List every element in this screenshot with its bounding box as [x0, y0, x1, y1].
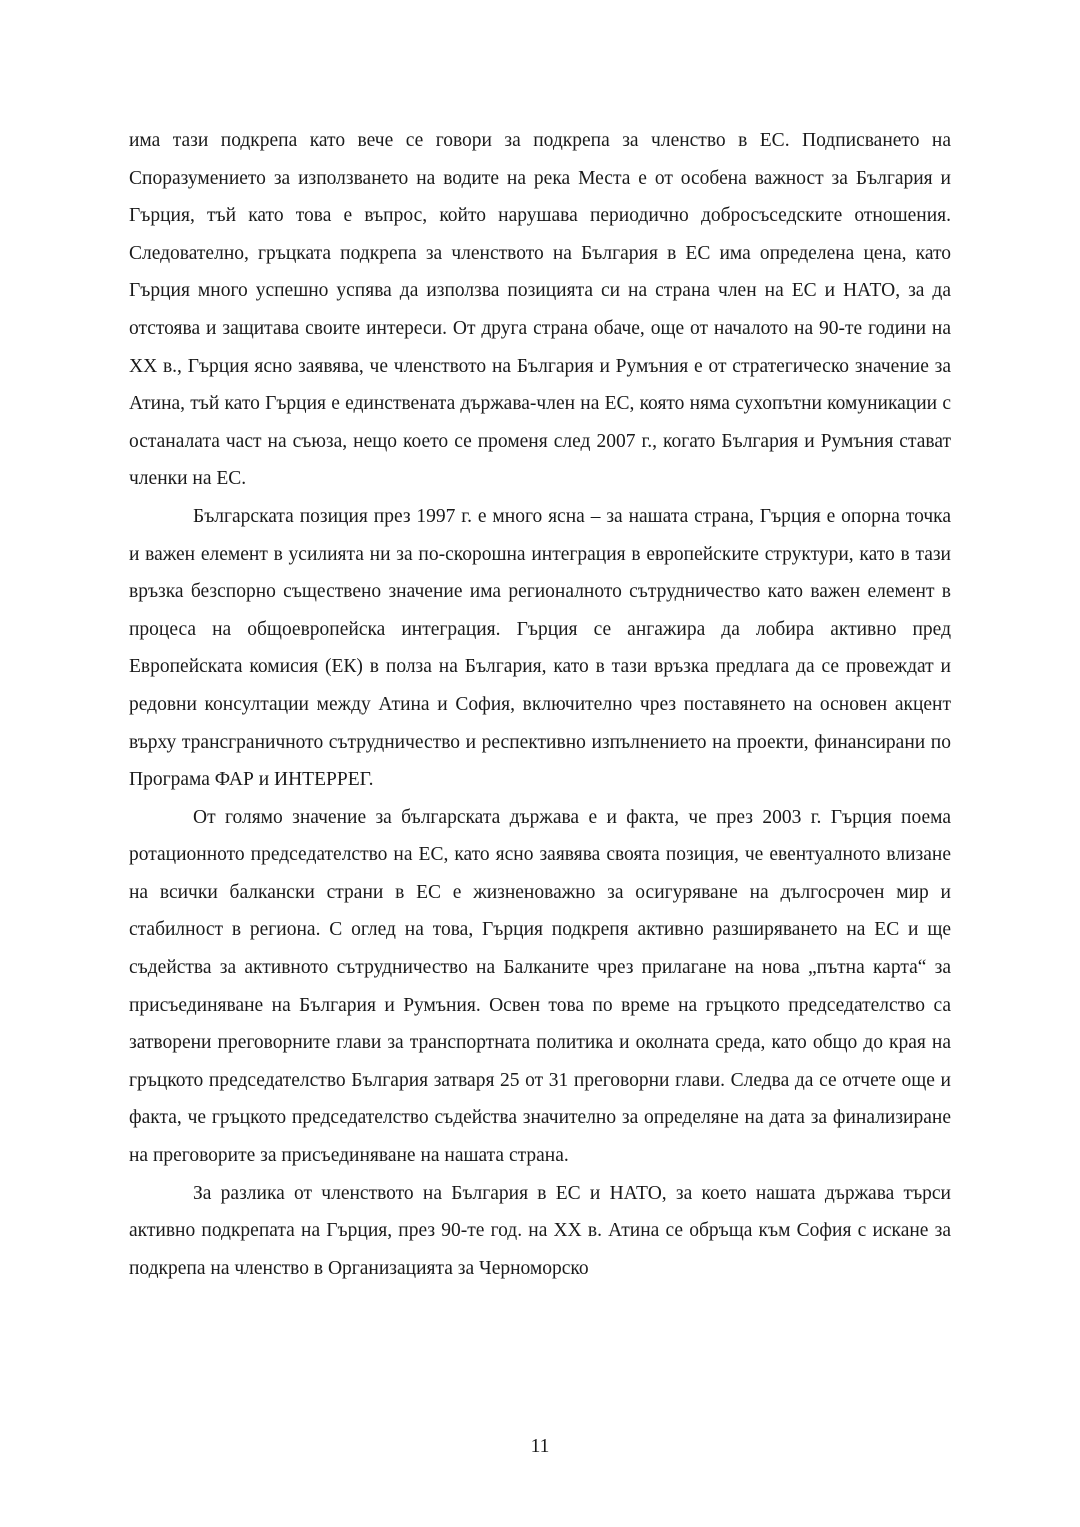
paragraph-3: От голямо значение за българската държава е и факта, че през 2003 г. Гърция поема ротационното председателство на ЕС, като ясно заявява своята позиция, че евентуалното влизане на всички балкански страни в ЕС е жизненоважно за осигуряване на дългосрочен мир и стабилност в региона. С оглед на това, Гърция подкрепя активно разширяването на ЕС и ще съдейства за активното сътрудничество на Балканите чрез прилагане на нова „пътна карта“ за присъединяване на България и Румъния. Освен това по време на гръцкото председателство са затворени преговорните глави за транспортната политика и околната среда, като общо до края на гръцкото председателство България затваря 25 от 31 преговорни глави. Следва да се отчете още и факта, че гръцкото председателство съдейства значително за определяне на дата за финализиране на преговорите за присъединяване на нашата страна. — [129, 806, 951, 1167]
paragraph-1: има тази подкрепа като вече се говори за подкрепа за членство в ЕС. Подписването на Споразумението за използването на водите на река Места е от особена важност за България и Гърция, тъй като това е въпрос, който нарушава периодично добросъседските отношения. Следователно, гръцката подкрепа за членството на България в ЕС има определена цена, като Гърция много успешно успява да използва позицията си на страна член на ЕС и НАТО, за да отстоява и защитава своите интереси. От друга страна обаче, още от началото на 90-те години на XX в., Гърция ясно заявява, че членството на България и Румъния е от стратегическо значение за Атина, тъй като Гърция е единствената държава-член на ЕС, която няма сухопътни комуникации с останалата част на съюза, нещо което се променя след 2007 г., когато България и Румъния стават членки на ЕС. — [129, 130, 951, 490]
paragraph-2: Българската позиция през 1997 г. е много ясна – за нашата страна, Гърция е опорна точка и важен елемент в усилията ни за по-скорошна интеграция в европейските структури, като в тази връзка безспорно съществено значение има регионалното сътрудничество като важен елемент в процеса на общоевропейска интеграция. Гърция се ангажира да лобира активно пред Европейската комисия (ЕК) в полза на България, като в тази връзка предлага да се провеждат и редовни консултации между Атина и София, включително чрез поставянето на основен акцент върху трансграничното сътрудничество и респективно изпълнението на проекти, финансирани по Програма ФАР и ИНТЕРРЕГ. — [129, 505, 951, 791]
paragraph-4: За разлика от членството на България в ЕС и НАТО, за което нашата държава търси активно подкрепата на Гърция, през 90-те год. на XX в. Атина се обръща към София с искане за подкрепа на членство в Организацията за Черноморско — [129, 1182, 951, 1279]
document-body — [129, 122, 951, 1287]
page-number: 11 — [530, 1436, 550, 1457]
